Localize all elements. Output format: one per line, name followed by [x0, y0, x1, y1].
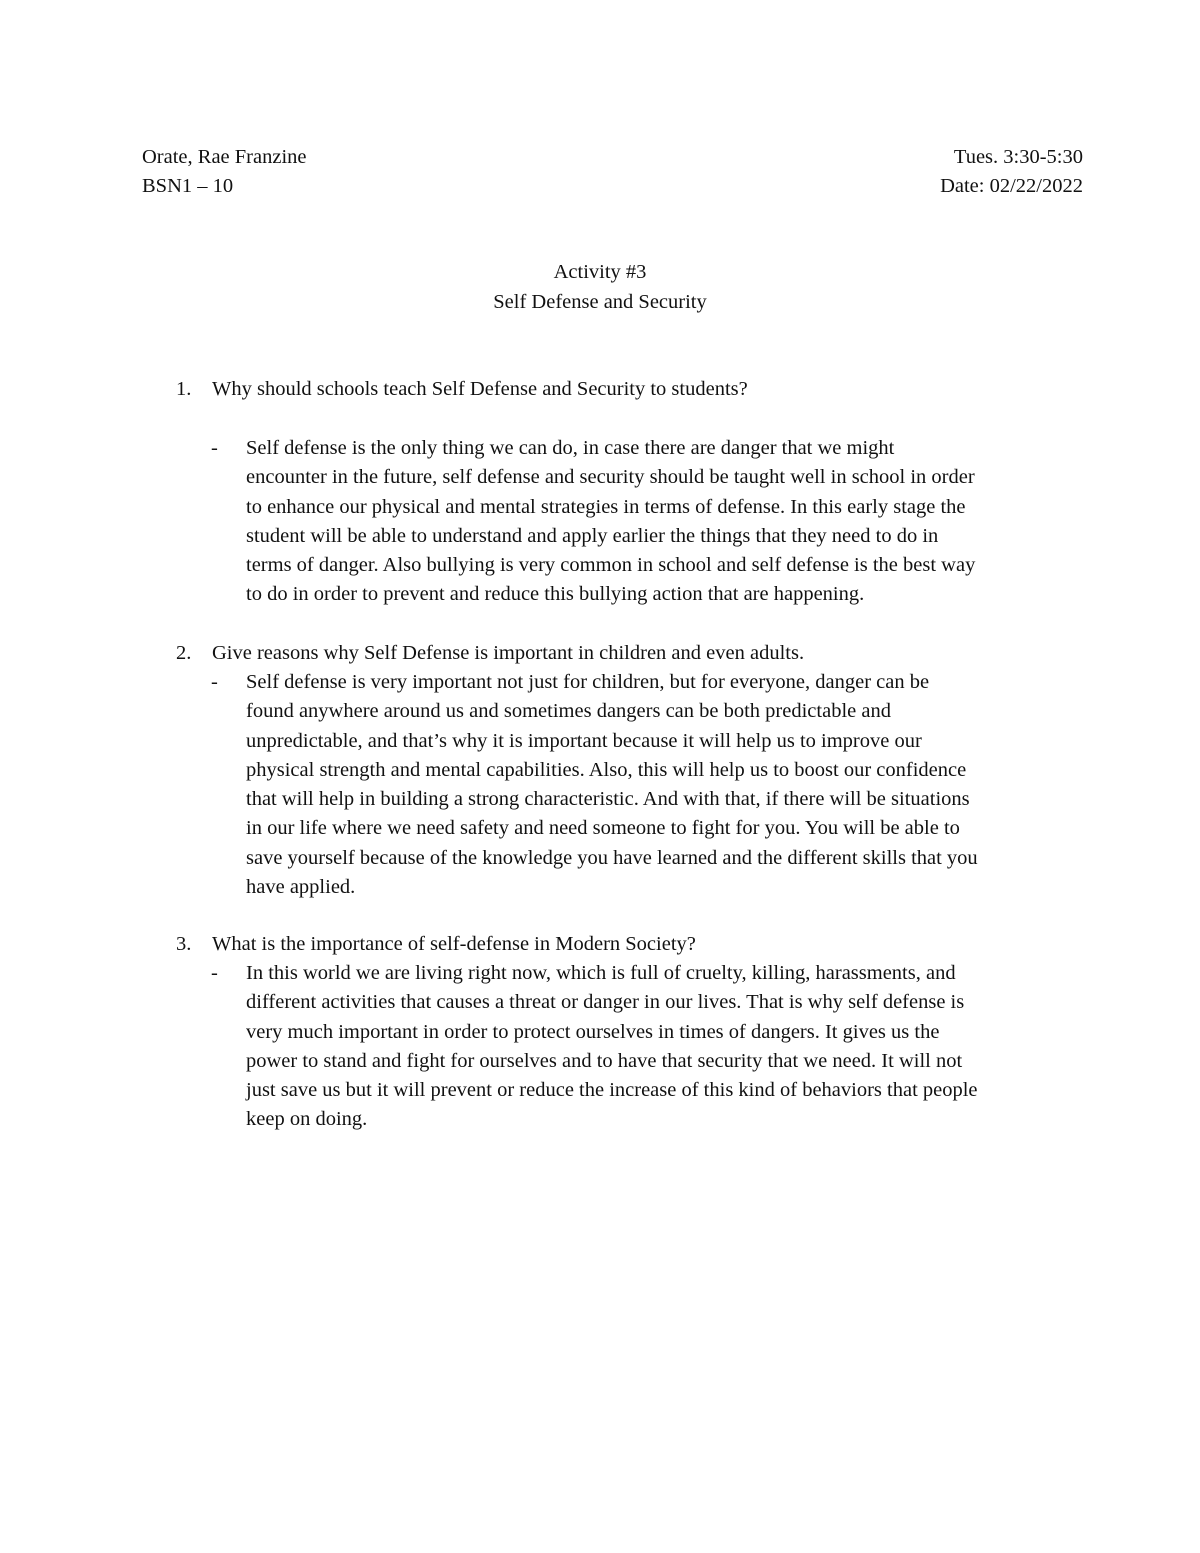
question-3-number: 3. — [176, 933, 192, 955]
answer-3-line: different activities that causes a threat or danger in our lives. That is why self defense is — [246, 991, 965, 1014]
student-name: Orate, Rae Franzine — [142, 146, 307, 168]
answer-1-line: to do in order to prevent and reduce this bullying action that are happening. — [246, 583, 865, 606]
answer-3-line: very much important in order to protect ourselves in times of dangers. It gives us the — [246, 1020, 940, 1043]
answer-2-line: that will help in building a strong characteristic. And with that, if there will be situations — [246, 788, 970, 811]
answer-3-line: power to stand and fight for ourselves and to have that security that we need. It will not — [246, 1049, 963, 1072]
answer-1-line: to enhance our physical and mental strategies in terms of defense. In this early stage the — [246, 495, 966, 518]
answer-1-bullet: - — [211, 437, 218, 459]
answer-1-line: encounter in the future, self defense and security should be taught well in school in order — [246, 466, 975, 489]
answer-2-bullet: - — [211, 671, 218, 693]
answer-3-line: keep on doing. — [246, 1108, 368, 1131]
answer-2-line: save yourself because of the knowledge you have learned and the different skills that you — [246, 846, 978, 869]
answer-1-line: Self defense is the only thing we can do, in case there are danger that we might — [246, 437, 895, 459]
header-row-2 — [142, 172, 1083, 201]
question-2 — [176, 639, 804, 668]
question-2-text: Give reasons why Self Defense is important in children and even adults. — [212, 642, 805, 664]
answer-2-line: Self defense is very important not just for children, but for everyone, danger can be — [246, 671, 930, 693]
answer-3 — [211, 959, 1101, 1135]
answer-3-line: just save us but it will prevent or reduce the increase of this kind of behaviors that people — [246, 1079, 978, 1102]
question-1 — [176, 375, 748, 404]
question-3-text: What is the importance of self-defense in Modern Society? — [212, 933, 696, 955]
submission-date: Date: 02/22/2022 — [940, 175, 1083, 197]
header-row-1 — [142, 143, 1083, 172]
student-section: BSN1 – 10 — [142, 175, 234, 197]
answer-1-line: terms of danger. Also bullying is very common in school and self defense is the best way — [246, 554, 976, 577]
answer-1-line: student will be able to understand and apply earlier the things that they need to do in — [246, 524, 939, 547]
question-3 — [176, 930, 696, 959]
answer-2-line: unpredictable, and that’s why it is important because it will help us to improve our — [246, 729, 922, 752]
answer-2-line: in our life where we need safety and need someone to fight for you. You will be able to — [246, 817, 960, 840]
answer-2-line: have applied. — [246, 876, 356, 899]
question-1-number: 1. — [176, 378, 192, 400]
activity-title: Activity #3 — [553, 261, 647, 283]
class-schedule: Tues. 3:30-5:30 — [953, 146, 1083, 168]
answer-2-line: physical strength and mental capabilities. Also, this will help us to boost our confidence — [246, 758, 967, 781]
question-1-text: Why should schools teach Self Defense and Security to students? — [212, 378, 748, 400]
answer-2-line: found anywhere around us and sometimes dangers can be both predictable and — [246, 700, 891, 723]
answer-3-line: In this world we are living right now, which is full of cruelty, killing, harassments, and — [246, 962, 956, 984]
question-2-number: 2. — [176, 642, 192, 664]
answer-3-bullet: - — [211, 962, 218, 984]
activity-subject: Self Defense and Security — [493, 291, 707, 313]
answer-1 — [211, 434, 1101, 610]
answer-2 — [211, 668, 1101, 902]
